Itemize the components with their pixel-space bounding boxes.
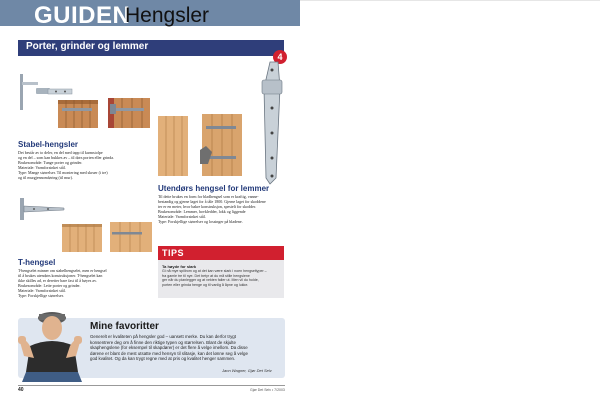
footer-divider <box>18 385 285 386</box>
stabel-line: Type: Mange størrelser. Til montering med skruer (i tre) <box>18 170 108 175</box>
section-title: Porter, grinder og lemmer <box>26 41 149 52</box>
page-number: 40 <box>18 387 24 393</box>
thengsel-line: Materiale: Varmforsinket stål. <box>18 288 66 293</box>
header-line <box>300 0 600 1</box>
strap-hinge-illustration <box>256 58 288 188</box>
tips-subtitle: Ta høyde for slark <box>162 264 197 269</box>
thengsel-body <box>18 268 156 298</box>
utendors-line: Brukesområde: Lemmer, hovkledder, lokk og liggende <box>158 209 246 214</box>
thengsel-title: T-hengsel <box>18 258 56 267</box>
thengsel-line: Type: Forskjellige størrelser. <box>18 293 64 298</box>
utendors-line: bestandig og gjerne laget for å tåle 1800. Gjerne laget for skoddene <box>158 199 266 204</box>
stabel-line: Brukesområde: Tunge porter og grinder. <box>18 160 83 165</box>
tips-line: Gi nå mye spillrom og at det kan være slark i noen hengseltyper – <box>162 269 267 273</box>
utendors-line: Materiale: Varmforsinket stål. <box>158 214 206 219</box>
stabel-title: Stabel-hengsler <box>18 140 79 149</box>
tips-label: TIPS <box>162 248 185 258</box>
stabel-body <box>18 150 158 180</box>
author-photo <box>12 302 88 384</box>
thengsel-line: ikke skilles ad, er deretter bare fast til å bøyes av. <box>18 278 97 283</box>
page-title: Hengsler <box>125 4 210 27</box>
favorites-title: Mine favoritter <box>90 321 159 332</box>
stabel-line: Det består av to deler, en del med tapp til karmstolpe <box>18 150 103 155</box>
tips-line: ger når du planlegger og at vekten faller ut. Men vil du holde, <box>162 278 259 283</box>
tips-line: fra gamle tre til nye. Det betyr at du må stille hengslene <box>162 273 250 278</box>
section-number-badge: 4 <box>273 50 287 64</box>
stabel-line: og til murgjennomføring (til mur). <box>18 175 73 180</box>
stabel-hinge-illustration <box>18 68 158 134</box>
t-hinge-illustration <box>18 196 158 254</box>
thengsel-line: Brukesområde: Lette porter og grinder. <box>18 283 81 288</box>
thengsel-line: til å brukes utendørs konstruksjoner. T-hengselet kan <box>18 273 103 278</box>
tips-line: porten eller grinda henge og til vanlig å åpne og lukke. <box>162 282 249 287</box>
shutter-illustration <box>156 112 256 178</box>
stabel-line: Materiale: Varmforsinket stål. <box>18 165 66 170</box>
favorites-line: skaphengslene (for eksempel til skapdører) er det flere å velge imellom. Da disse <box>90 345 248 351</box>
page-source: Gjør Det Selv • 7/2003 <box>250 388 285 392</box>
utendors-line: Til dette brukes en form for bladhengsel som er kraftig, vanne- <box>158 194 259 199</box>
thengsel-line: T-hengselet minner om stabelhengselet, men er hengsel <box>18 268 107 273</box>
utendors-line: ter er en meter, hvor bakre konstruksjon, spesielt for skodder. <box>158 204 257 209</box>
favorites-line: konsentrere deg om å finne den riktige typen og størrelsen. Blant de skjulte <box>90 339 236 345</box>
brand-title: GUIDEN <box>34 2 131 29</box>
favorites-line: god kvalitet. Og da kan trygt regne med at pris og kvalitet henger sammen. <box>90 356 236 362</box>
favorites-body <box>90 334 280 362</box>
favorites-signature: Jann Wagner, Gjør Det Selv <box>222 368 272 373</box>
tips-body <box>162 269 280 287</box>
favorites-line: Generelt er kvaliteten på hengsler god – uansett merke. Du kan derfor trygt <box>90 334 236 339</box>
favorites-line: dørene er blant de mest utsatte med hensyn til slitasje, kan det lønne seg å velge <box>90 350 248 356</box>
utendors-line: Type: Forskjellige størrelser og lossinger på bladene. <box>158 219 243 224</box>
stabel-line: og en del – som kan bukkes av – til dørs porten eller grinda. <box>18 155 114 160</box>
utendors-title: Utendørs hengsel for lemmer <box>158 184 270 193</box>
utendors-body <box>158 194 288 224</box>
